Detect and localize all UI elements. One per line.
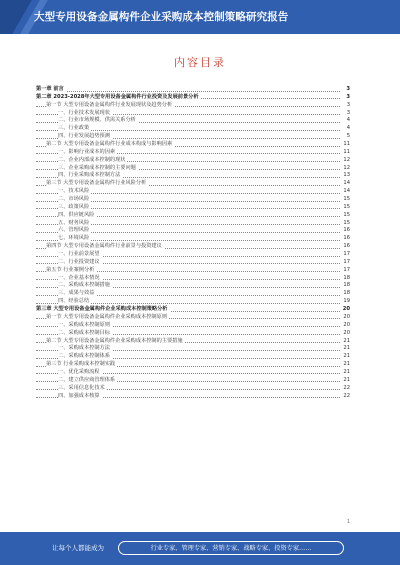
toc-entry[interactable] (36, 322, 350, 330)
toc-entry[interactable] (36, 298, 350, 306)
toc-entry[interactable] (36, 141, 350, 149)
toc-entry-page: 15 (343, 211, 350, 218)
toc-entry[interactable] (36, 196, 350, 204)
toc-leader-dots (36, 91, 340, 92)
toc-entry-page: 12 (343, 164, 350, 171)
toc-entry-label: 二、企业内部成本控制的现状 (58, 156, 126, 163)
toc-title: 内容目录 (174, 56, 226, 69)
toc-entry-page: 16 (343, 243, 350, 250)
report-header (0, 0, 400, 34)
toc-entry-label: 二、采购成本控制目标 (58, 329, 110, 336)
toc-entry[interactable] (36, 149, 350, 157)
toc-entry-label: 第一节 大型专用设备金属构件行业发展现状及趋势分析 (46, 101, 173, 108)
toc-entry-page: 20 (342, 306, 350, 313)
toc-entry[interactable] (36, 361, 350, 369)
toc-entry-label: 第二章 2023-2028年大型专用设备金属构件行业投资及发展前景分析 (36, 93, 199, 100)
toc-entry-page: 21 (343, 337, 350, 344)
toc-entry-label: 一、行业技术发展现状 (58, 109, 110, 116)
toc-entry-label: 一、采购成本控制方法 (58, 345, 110, 352)
toc-entry-label: 三、行业政策 (58, 125, 90, 132)
toc-entry[interactable] (36, 125, 350, 133)
toc-entry-label: 二、行业投资建议 (58, 258, 100, 265)
toc-entry-label: 四、行业采购成本控制方法 (58, 172, 121, 179)
toc-entry-label: 七、环境风险 (58, 235, 90, 242)
toc-entry-label: 六、管理风险 (58, 227, 90, 234)
toc-entry-page: 22 (343, 392, 350, 399)
toc-entry-label: 四、供应链风险 (58, 211, 95, 218)
toc-entry-page: 19 (343, 298, 350, 305)
toc-entry[interactable] (36, 306, 350, 314)
toc-entry-label: 第一章 前言 (36, 86, 64, 92)
toc-entry-page: 20 (343, 321, 350, 328)
toc-entry-page: 5 (346, 133, 350, 140)
toc-entry[interactable] (36, 330, 350, 338)
toc-entry-label: 一、行业前景展望 (58, 251, 100, 258)
toc-entry-label: 三、政策风险 (58, 203, 90, 210)
toc-entry-page: 14 (343, 188, 350, 195)
toc-entry-page: 20 (343, 329, 350, 336)
toc-entry[interactable] (36, 251, 350, 259)
toc-entry-page: 16 (343, 227, 350, 234)
toc-entry-label: 四、加强成本核算 (58, 392, 100, 399)
toc-entry[interactable] (36, 102, 350, 110)
toc-entry-label: 一、技术风险 (58, 188, 90, 195)
toc-entry-page: 15 (343, 219, 350, 226)
toc-entry-label: 三、采用信息化技术 (58, 384, 105, 391)
toc-entry-label: 第五节 行业案例分析 (46, 266, 95, 273)
toc-entry-page: 12 (343, 156, 350, 163)
toc-entry-label: 第一节 大型专用设备金属构件企业采购成本控制原则 (46, 313, 167, 320)
toc-entry-label: 第三节 行业采购成本控制实践 (46, 361, 116, 368)
toc-entry-label: 四、经验总结 (58, 298, 90, 305)
toc-entry-page: 18 (343, 282, 350, 289)
toc-entry-label: 二、行业市场规模、供需关系分析 (58, 117, 136, 124)
toc-entry-label: 一、优化采购流程 (58, 368, 100, 375)
toc-entry-page: 14 (343, 180, 350, 187)
toc-entry-label: 一、企业基本情况 (58, 274, 100, 281)
toc-entry[interactable] (36, 385, 350, 393)
toc-entry-label: 第三章 大型专用设备金属构件企业采购成本控制策略分析 (36, 306, 168, 313)
report-title: 大型专用设备金属构件企业采购成本控制策略研究报告 (34, 11, 289, 23)
toc-entry[interactable] (36, 377, 350, 385)
toc-entry-page: 17 (343, 266, 350, 273)
toc-entry[interactable] (36, 369, 350, 377)
toc-entry-page: 11 (343, 141, 350, 148)
toc-entry-page: 15 (343, 203, 350, 210)
toc-entry-page: 3 (346, 93, 350, 100)
toc-entry-label: 二、采购成本控制体系 (58, 353, 110, 360)
toc-entry-label: 二、采购成本控制措施 (58, 282, 110, 289)
toc-entry-label: 四、行业发展趋势预测 (58, 133, 110, 140)
toc-entry-label: 第三节 大型专用设备金属构件行业风险分析 (46, 180, 147, 187)
toc-entry[interactable] (36, 235, 350, 243)
toc-entry[interactable] (36, 180, 350, 188)
toc-entry-page: 3 (346, 101, 350, 108)
toc-entry-label: 第二节 大型专用设备金属构件行业成本构成与影响因素 (46, 141, 173, 148)
toc-entry[interactable] (36, 243, 350, 251)
table-of-contents (36, 86, 350, 400)
toc-entry[interactable] (36, 393, 350, 401)
footer-slogan: 让每个人都能成为 (52, 544, 104, 552)
toc-entry[interactable] (36, 353, 350, 361)
page-number: 1 (346, 519, 350, 525)
toc-entry-label: 一、采购成本控制原则 (58, 321, 110, 328)
toc-entry-page: 22 (343, 384, 350, 391)
toc-entry-page: 4 (346, 125, 350, 132)
toc-entry-page: 16 (343, 235, 350, 242)
footer-expert-list: 行业专家、管理专家、营销专家、战略专家、投资专家…… (118, 541, 344, 555)
toc-entry-page: 21 (343, 345, 350, 352)
toc-entry-page: 17 (343, 258, 350, 265)
toc-entry[interactable] (36, 188, 350, 196)
toc-entry-page: 18 (343, 274, 350, 281)
toc-entry[interactable] (36, 94, 350, 102)
footer-banner (0, 532, 400, 565)
toc-entry[interactable] (36, 157, 350, 165)
toc-entry-page: 17 (343, 251, 350, 258)
toc-entry-page: 4 (346, 117, 350, 124)
toc-entry[interactable] (36, 133, 350, 141)
toc-entry-page: 11 (343, 148, 350, 155)
toc-entry-label: 第二节 大型专用设备金属构件企业采购成本控制的主要措施 (46, 337, 183, 344)
toc-entry[interactable] (36, 314, 350, 322)
toc-entry[interactable] (36, 212, 350, 220)
toc-entry-page: 18 (343, 290, 350, 297)
toc-entry[interactable] (36, 267, 350, 275)
toc-entry-label: 二、市场风险 (58, 196, 90, 203)
toc-entry-page: 13 (343, 172, 350, 179)
toc-entry-label: 五、财务风险 (58, 219, 90, 226)
toc-entry-label: 三、成果与效益 (58, 290, 95, 297)
toc-entry-label: 三、企业采购成本控制的主要问题 (58, 164, 136, 171)
toc-entry-label: 二、建立供应商管理体系 (58, 376, 116, 383)
toc-entry-page: 15 (343, 196, 350, 203)
toc-entry-page: 21 (343, 376, 350, 383)
toc-entry[interactable] (36, 259, 350, 267)
toc-entry-page: 21 (343, 368, 350, 375)
toc-entry-page: 21 (343, 361, 350, 368)
toc-entry-label: 第四节 大型专用设备金属构件行业前景与投资建议 (46, 243, 162, 250)
toc-entry[interactable] (36, 86, 350, 94)
toc-entry-label: 一、影响行业成本的因素 (58, 148, 116, 155)
toc-entry-page: 20 (343, 313, 350, 320)
toc-entry-page: 3 (346, 109, 350, 116)
toc-entry[interactable] (36, 204, 350, 212)
toc-entry-page: 3 (346, 86, 350, 92)
toc-entry-page: 21 (343, 353, 350, 360)
